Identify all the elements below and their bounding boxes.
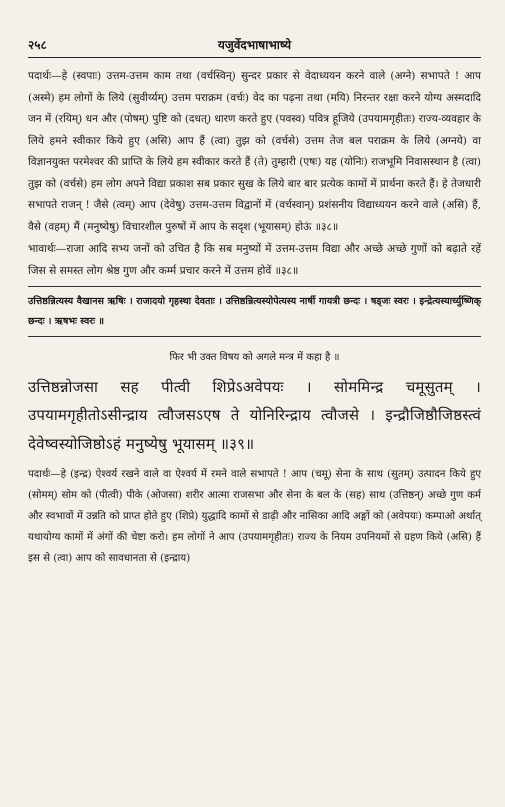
page-body — [28, 66, 481, 569]
page-number: २५८ — [28, 38, 47, 52]
mantra-text: उत्तिष्ठन्नोजसा सह पीत्वी शिप्रेऽअवेपयः । सोममिन्द्र चमूसुतम् । उपयामगृहीतोऽसीन्द्राय त्वौजसऽएष ते योनिरिन्द्राय त्वौजसे । इन्द्रौजिष्ठौजिष्ठस्त्वं देवेष्वस्योजिष्ठोऽहं मनुष्येषु भूयासम् ॥३९॥ — [28, 377, 481, 453]
bhavartha-paragraph: भावार्थः—राजा आदि सभ्य जनों को उचित है कि सब मनुष्यों में उत्तम-उत्तम विद्या और अच्छे अच्छे गुणों को बढ़ाते रहें जिस से समस्त लोग श्रेष्ठ गुण और कर्म्म प्रचार करने में उत्तम होवें ॥३८॥ — [28, 243, 481, 277]
running-header — [28, 36, 481, 56]
header-rule — [28, 57, 481, 58]
section-divider-2 — [28, 336, 481, 337]
mantra-intro: फिर भी उक्त विषय को अगले मन्त्र में कहा है ॥ — [169, 352, 340, 363]
rishi-devata-chhanda: उत्तिष्ठन्नित्यस्य वैखानस ऋषिः । राजादयो गृहस्था देवताः । उत्तिष्ठन्नित्यस्योपेत्यस्य नार्षी गायत्री छन्दः । षड्जः स्वरः । इन्द्रेत्यस्यार्च्युष्णिक् छन्दः । ऋषभः स्वरः ॥ — [28, 296, 481, 327]
padartha-paragraph-2: पदार्थः—हे (इन्द्र) ऐश्वर्य रखने वाले वा ऐश्वर्य में रमने वाले सभापते ! आप (चमू) सेना के साथ (सुतम्) उत्पादन किये हुए (सोमम्) सोम को (पीत्वी) पीके (ओजसा) शरीर आत्मा राजसभा और सेना के बल के (सह) साथ (उत्तिष्ठन्) अच्छे गुण कर्म और स्वभावों में उन्नति को प्राप्त होते हुए (शिप्रे) युद्धादि कामों से डाढ़ी और नासिका आदि अङ्गों को (अवेपयः) कम्पाओ अर्थात् यथायोग्य कामों में अंगों की चेष्टा करो। हम लोगों ने आप (उपयामगृहीतः) राज्य के नियम उपनियमों से ग्रहण किये (असि) हैं इस से (त्वा) आप को सावधानता से (इन्द्राय) — [28, 469, 481, 564]
running-title: यजुर्वेदभाषाभाष्ये — [217, 38, 292, 52]
padartha-paragraph-1: पदार्थः—हे (स्वपाः) उत्तम-उत्तम काम तथा (वर्चस्विन्) सुन्दर प्रकार से वेदाध्ययन करने वाले (अग्ने) सभापते ! आप (अस्मे) हम लोगों के लिये (सुवीर्य्यम्) उत्तम पराक्रम (वर्चः) वेद का पढ़ना तथा (मयि) निरन्तर रक्षा करने योग्य अस्मदादि जन में (रयिम्) धन और (पोषम्) पुष्टि को (दधत्) धारण करते हुए (पवस्व) पवित्र हूजिये (उपयामगृहीतः) राज्य-व्यवहार के लिये हमने स्वीकार किये हुए (असि) आप हैं (त्वा) तुझ को (वर्चसे) उत्तम तेज बल पराक्रम के लिये (अग्नये) वा विज्ञानयुक्त परमेश्वर की प्राप्ति के लिये हम स्वीकार करते हैं (ते) तुम्हारी (एषः) यह (योनिः) राजभूमि निवासस्थान है (त्वा) तुझ को (वर्चसे) हम लोग अपने विद्या प्रकाश सब प्रकार सुख के लिये बार बार प्रत्येक कामों में प्रार्थना करते हैं। हे तेजधारी सभापते राजन् ! जैसे (त्वम्) आप (देवेषु) उत्तम-उत्तम विद्वानों में (वर्चस्वान्) प्रशंसनीय विद्याध्ययन करने वाले (असि) हैं, वैसे (वहम्) मैं (मनुष्येषु) विचारशील पुरुषों में आप के सदृश (भूयासम्) होऊं ॥३८॥ — [28, 70, 481, 233]
section-divider — [28, 286, 481, 287]
